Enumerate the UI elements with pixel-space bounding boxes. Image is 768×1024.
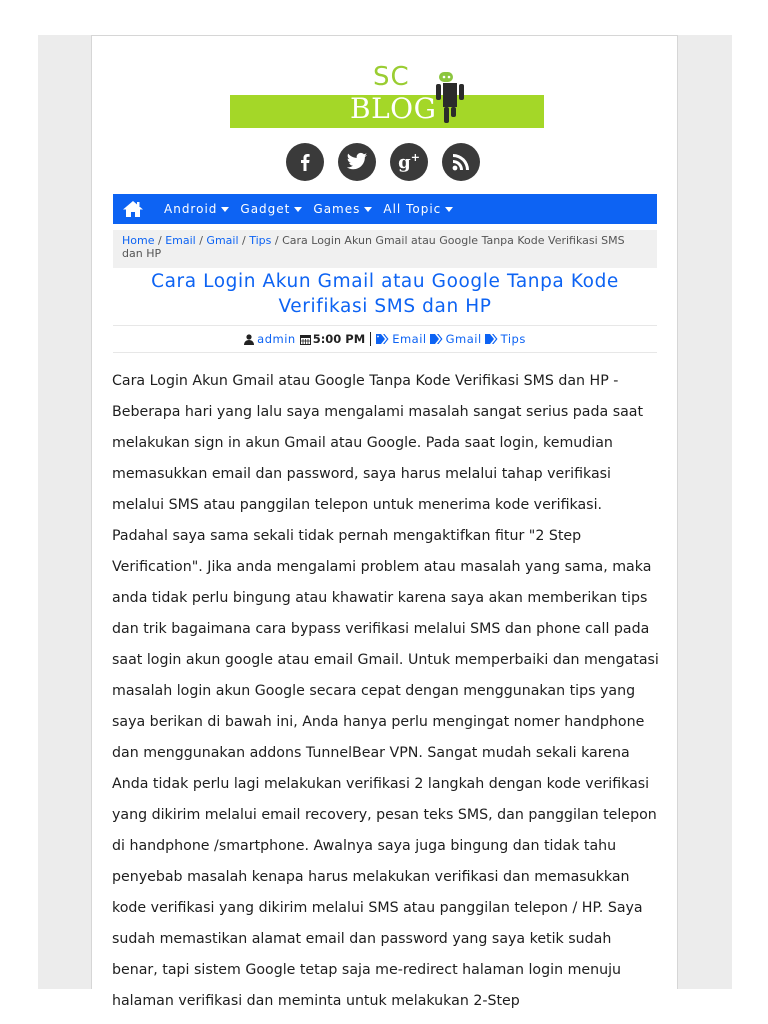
chevron-down-icon	[221, 207, 229, 212]
calendar-icon	[300, 334, 311, 345]
post-label-tips[interactable]: Tips	[500, 332, 526, 346]
tag-icon	[430, 334, 443, 344]
tags-icon	[376, 334, 389, 344]
facebook-icon[interactable]	[286, 143, 324, 181]
nav-item-all-topic[interactable]	[383, 202, 453, 216]
chevron-down-icon	[445, 207, 453, 212]
post-label-email[interactable]: Email	[392, 332, 427, 346]
user-icon	[244, 334, 254, 345]
logo-main-text: BLOG	[350, 92, 437, 125]
breadcrumb-gmail-link[interactable]: Gmail	[206, 234, 239, 247]
home-icon[interactable]	[113, 194, 153, 224]
post-label-gmail[interactable]: Gmail	[445, 332, 482, 346]
nav-item-android[interactable]	[164, 202, 229, 216]
blog-page	[91, 35, 678, 1009]
post-meta	[113, 325, 657, 353]
nav-item-label: Gadget	[240, 202, 291, 216]
main-nav	[113, 194, 657, 224]
post-body	[112, 366, 660, 1017]
nav-item-label: Games	[313, 202, 361, 216]
blog-logo[interactable]	[230, 62, 544, 132]
nav-item-gadget[interactable]	[240, 202, 302, 216]
breadcrumb-home-link[interactable]: Home	[122, 234, 155, 247]
post-title: Cara Login Akun Gmail atau Google Tanpa Kode Verifikasi SMS dan HP	[151, 271, 619, 317]
rss-icon[interactable]	[442, 143, 480, 181]
social-links	[286, 143, 480, 181]
post-time: 5:00 PM	[312, 332, 366, 346]
chevron-down-icon	[364, 207, 372, 212]
logo-top-text: SC	[373, 62, 410, 92]
nav-item-label: Android	[164, 202, 218, 216]
nav-item-label: All Topic	[383, 202, 442, 216]
nav-item-games[interactable]	[313, 202, 372, 216]
tag-icon	[485, 334, 498, 344]
breadcrumb-tips-link[interactable]: Tips	[249, 234, 272, 247]
breadcrumb-email-link[interactable]: Email	[165, 234, 196, 247]
chevron-down-icon	[294, 207, 302, 212]
breadcrumb: Home / Email / Gmail / Tips / Cara Login Akun Gmail atau Google Tanpa Kode Verifikasi SMS dan HP	[113, 230, 657, 268]
breadcrumb-current: Cara Login Akun Gmail atau Google Tanpa Kode Verifikasi SMS dan HP	[122, 234, 625, 260]
post-paragraph: Cara Login Akun Gmail atau Google Tanpa Kode Verifikasi SMS dan HP - Beberapa hari yang lalu saya mengalami masalah sangat serius pada saat melakukan sign in akun Gmail atau Google. Pada saat login, kemudian memasukkan email dan password, saya harus melalui tahap verifikasi melalui SMS atau panggilan telepon untuk menerima kode verifikasi. Padahal saya sama sekali tidak pernah mengaktifkan fitur "2 Step Verification". Jika anda mengalami problem atau masalah yang sama, maka anda tidak perlu bingung atau khawatir karena saya akan memberikan tips dan trik bagaimana cara bypass verifikasi melalui SMS dan phone call pada saat login akun google atau email Gmail. Untuk memperbaiki dan mengatasi masalah login akun Google secara cepat dengan menggunakan tips yang saya berikan di bawah ini, Anda hanya perlu mengingat nomer handphone dan menggunakan addons TunnelBear VPN. Sangat mudah sekali karena Anda tidak perlu lagi melakukan verifikasi 2 langkah dengan kode verifikasi yang dikirim melalui email recovery, pesan teks SMS, dan panggilan telepon di handphone /smartphone. Awalnya saya juga bingung dan tidak tahu penyebab masalah kenapa harus melakukan verifikasi dan memasukkan kode verifikasi yang dikirim melalui SMS atau panggilan telepon / HP. Saya sudah memastikan alamat email dan password yang saya ketik sudah benar, tapi sistem Google tetap saja me-redirect halaman login menuju halaman verifikasi dan meminta untuk melakukan 2-Step	[112, 373, 659, 1009]
android-robot-icon	[430, 69, 470, 125]
post-author-name: admin	[257, 332, 296, 346]
twitter-icon[interactable]	[338, 143, 376, 181]
post-author[interactable]	[244, 332, 296, 346]
meta-divider	[370, 332, 371, 346]
google-plus-icon[interactable]: g+	[390, 143, 428, 181]
